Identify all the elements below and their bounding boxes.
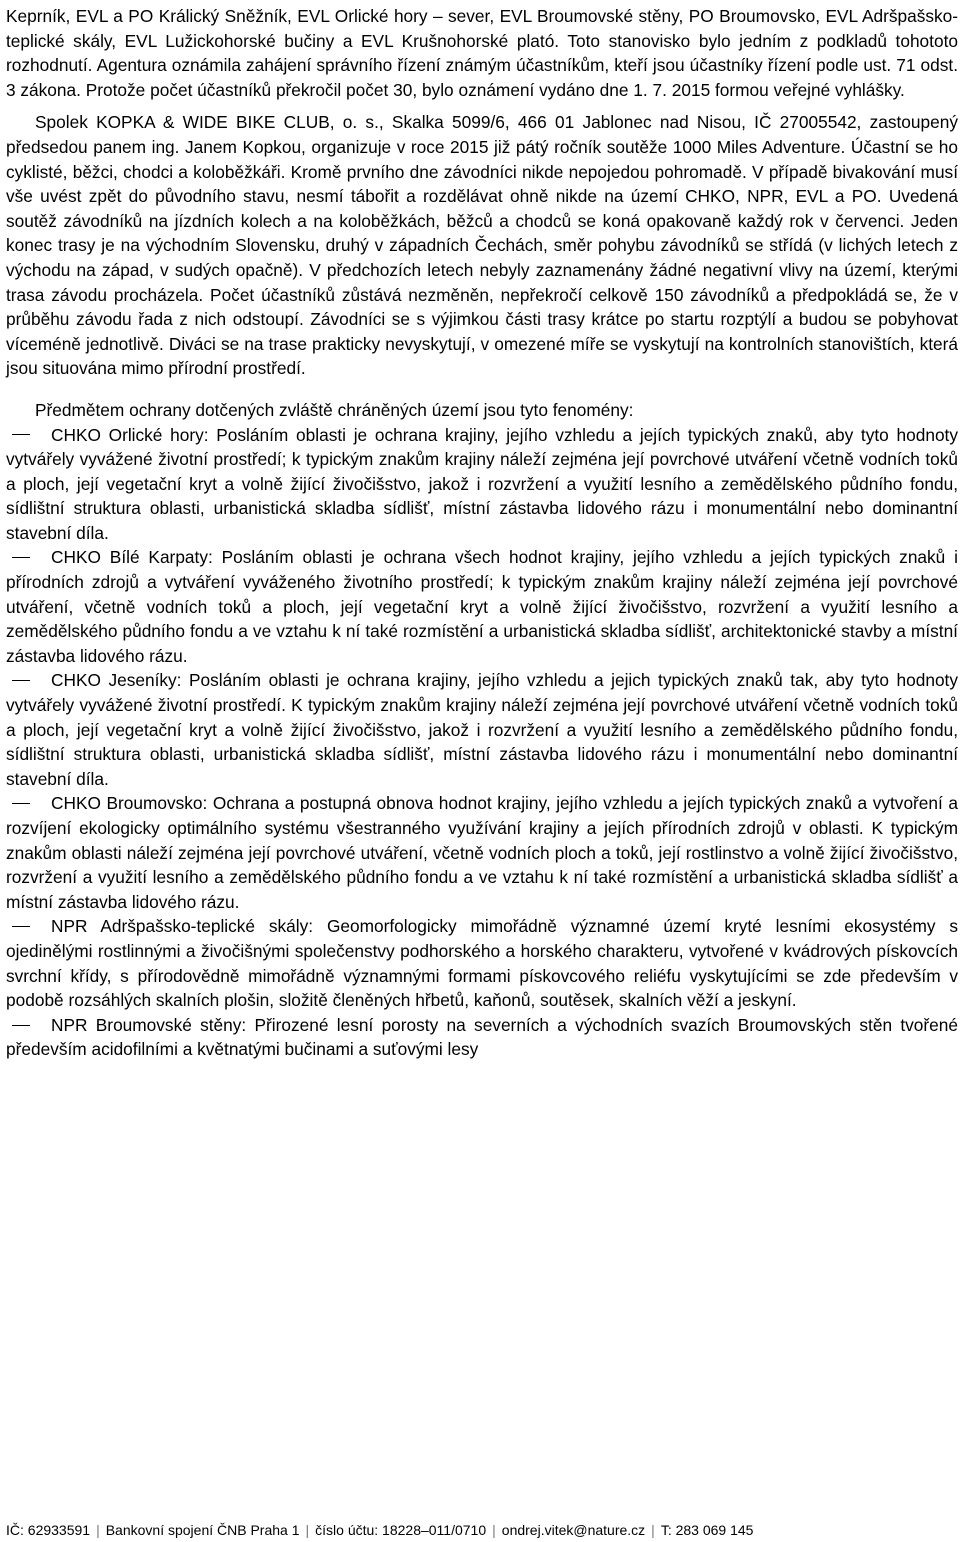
dash-bullet-icon — [12, 1025, 30, 1026]
list-item-chko-broumovsko: CHKO Broumovsko: Ochrana a postupná obnova hodnot krajiny, jejího vzhledu a jejích typických znaků a vytvoření a rozvíjení ekologicky optimálního systému všestranného využívání krajiny a jejích přírodních zdrojů v oblasti. K typickým znakům oblasti náleží zejména její povrchové utváření, včetně vodních ploch a toků, její rostlinstvo a volně žijící živočišstvo, rozvržení a využití lesního a zemědělského půdního fondu a ve vztahu k ní také rozmístění a urbanistická skladba sídlišť a místní zástavba lidového rázu. — [6, 793, 958, 912]
footer-account: číslo účtu: 18228–011/0710 — [315, 1522, 487, 1538]
footer-email-link[interactable]: ondrej.vitek@nature.cz — [501, 1522, 646, 1538]
dash-bullet-icon — [12, 803, 30, 804]
list-item-npr-broumovske-steny: NPR Broumovské stěny: Přirozené lesní porosty na severních a východních svazích Broumovských stěn tvořené především acidofilními a květnatými bučinami a suťovými lesy — [6, 1014, 958, 1060]
footer-phone: T: 283 069 145 — [660, 1522, 754, 1538]
dash-bullet-icon — [12, 680, 30, 681]
dash-bullet-icon — [12, 557, 30, 558]
list-item-chko-bile-karpaty: CHKO Bílé Karpaty: Posláním oblasti je ochrana všech hodnot krajiny, jejího vzhledu a jejích typických znaků i přírodních zdrojů a vytváření vyváženého životního prostředí; k typickým znakům krajiny náleží zejména její povrchové utváření, včetně vodních toků a ploch, její vegetační kryt a volně žijící živočišstvo, rozvržení a využití lesního a zemědělského půdního fondu a ve vztahu k ní také rozmístění a urbanistická skladba sídlišť, architektonické stavby a místní zástavba lidového rázu. — [6, 547, 958, 666]
separator: | — [492, 1522, 496, 1538]
footer-bank: Bankovní spojení ČNB Praha 1 — [105, 1522, 300, 1538]
list-item-npr-adrspassko-teplicke-skaly: NPR Adršpašsko-teplické skály: Geomorfologicky mimořádně významné území kryté lesními ekosystémy s ojedinělými rostlinnými a živočišnými společenstvy podhorského a horského charakteru, vytvořené v kvádrových pískovcích svrchní křídy, s přírodovědně mimořádně významnými formami pískovcového reliéfu vyskytujícími se zde především v podobě rozsáhlých skalních plošin, složitě členěných hřbetů, kaňonů, soutěsek, skalních věží a jeskyní. — [6, 916, 958, 1011]
dash-bullet-icon — [12, 926, 30, 927]
list-item-chko-orlicke-hory: CHKO Orlické hory: Posláním oblasti je ochrana krajiny, jejího vzhledu a jejích typických znaků, aby tyto hodnoty vytvářely vyvážené životní prostředí; k typickým znakům krajiny náleží zejména její povrchové utváření včetně vodních toků a ploch, její vegetační kryt a volně žijící živočišstvo, jakož i rozvržení a využití lesního a zemědělského půdního fondu, sídlištní struktura oblasti, urbanistická skladba sídlišť, místní zástavba lidového rázu i monumentální nebo dominantní stavební díla. — [6, 424, 958, 543]
separator: | — [96, 1522, 100, 1538]
separator: | — [305, 1522, 310, 1538]
page-footer — [6, 1521, 753, 1539]
separator: | — [651, 1522, 655, 1538]
footer-ic: IČ: 62933591 — [6, 1522, 91, 1538]
document-page — [6, 4, 958, 1062]
dash-bullet-icon — [12, 434, 30, 435]
list-item-chko-jeseniky: CHKO Jeseníky: Posláním oblasti je ochrana krajiny, jejího vzhledu a jejich typických znaků tak, aby tyto hodnoty vytvářely vyvážené životní prostředí. K typickým znakům krajiny náleží zejména její povrchové utváření včetně vodních toků a ploch, její vegetační kryt a volně žijící živočišstvo, jakož i rozvržení a využití lesního a zemědělského půdního fondu, sídlištní struktura oblasti, urbanistická skladba sídlišť, místní zástavba lidového rázu i monumentální nebo dominantní stavební díla. — [6, 670, 958, 789]
paragraph-event: Spolek KOPKA & WIDE BIKE CLUB, o. s., Skalka 5099/6, 466 01 Jablonec nad Nisou, IČ 27005542, zastoupený předsedou panem ing. Janem Kopkou, organizuje v roce 2015 již pátý ročník soutěže 1000 Miles Adventure. Účastní se ho cyklisté, běžci, chodci a koloběžkáři. Kromě prvního dne závodníci nikde nepojedou pohromadě. V případě bivakování musí vše uvést zpět do původního stavu, nesmí tábořit a rozdělávat ohně nikde na území CHKO, NPR, EVL a PO. Uvedená soutěž závodníků na jízdních kolech a na koloběžkách, běžců a chodců se koná opakovaně každý rok v červenci. Jeden konec trasy je na východním Slovensku, druhý v západních Čechách, směr pohybu závodníků se střídá (v lichých letech z východu na západ, v sudých opačně). V předchozích letech nebyly zaznamenány žádné negativní vlivy na území, kterými trasa závodu procházela. Počet účastníků zůstává nezměněn, nepřekročí celkově 150 závodníků a předpokládá se, že v průběhu závodu řada z nich odstoupí. Závodníci se s výjimkou části trasy krátce po startu rozptýlí a budou se pobyhovat víceméně jednotlivě. Diváci se na trase prakticky nevyskytují, v omezené míře se vyskytují na kontrolních stanovištích, která jsou situována mimo přírodní prostředí. — [6, 112, 958, 379]
paragraph-protection-intro: Předmětem ochrany dotčených zvláště chráněných území jsou tyto fenomény: — [35, 399, 634, 420]
paragraph-intro: Keprník, EVL a PO Králický Sněžník, EVL Orlické hory – sever, EVL Broumovské stěny, PO Broumovsko, EVL Adršpašsko-teplické skály, EVL Lužickohorské bučiny a EVL Krušnohorské plató. Toto stanovisko bylo jedním z podkladů tohototo rozhodnutí. Agentura oznámila zahájení správního řízení známým účastníkům, kteří jsou účastníky řízení podle ust. 71 odst. 3 zákona. Protože počet účastníků překročil počet 30, bylo oznámení vydáno dne 1. 7. 2015 formou veřejné vyhlášky. — [6, 6, 958, 100]
